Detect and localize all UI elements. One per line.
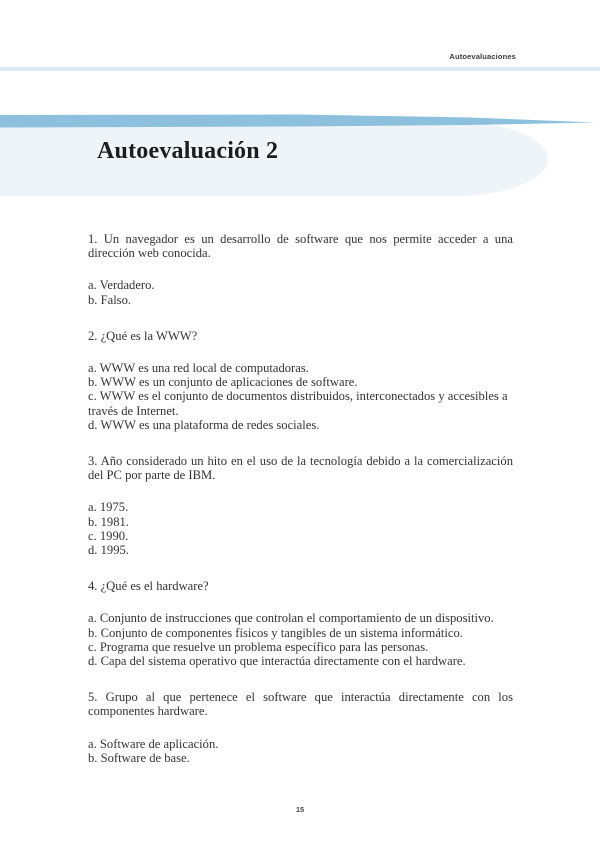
- question-block: [88, 579, 513, 668]
- question-block: [88, 329, 513, 432]
- answer-option[interactable]: a. 1975.: [88, 500, 129, 515]
- question-stem: 4. ¿Qué es el hardware?: [88, 579, 209, 594]
- page-number: 15: [295, 805, 305, 814]
- answer-option[interactable]: c. WWW es el conjunto de documentos distribuidos, interconectados y accesibles a través de Internet.: [88, 389, 508, 418]
- answer-option[interactable]: b. WWW es un conjunto de aplicaciones de software.: [88, 375, 358, 390]
- answer-option[interactable]: d. WWW es una plataforma de redes sociales.: [88, 417, 320, 432]
- answer-option[interactable]: a. WWW es una red local de computadoras.: [88, 361, 309, 376]
- answer-option[interactable]: a. Software de aplicación.: [88, 736, 219, 751]
- title-banner: [0, 108, 600, 192]
- running-header-title: Autoevaluaciones: [449, 52, 516, 61]
- answer-option[interactable]: a. Conjunto de instrucciones que controlan el comportamiento de un dispositivo.: [88, 611, 494, 626]
- question-block: [88, 454, 513, 557]
- answer-option[interactable]: d. Capa del sistema operativo que interactúa directamente con el hardware.: [88, 654, 466, 669]
- answer-option[interactable]: a. Verdadero.: [88, 278, 155, 293]
- answer-option[interactable]: b. Conjunto de componentes físicos y tangibles de un sistema informático.: [88, 625, 463, 640]
- page-title: Autoevaluación 2: [97, 138, 279, 164]
- question-block: [88, 690, 513, 765]
- answer-option[interactable]: c. 1990.: [88, 528, 129, 543]
- answer-option-list: [88, 611, 513, 668]
- question-stem: 1. Un navegador es un desarrollo de software que nos permite acceder a una dirección web conocida.: [88, 232, 513, 261]
- question-list: [88, 232, 513, 765]
- answer-option-list: [88, 278, 513, 306]
- banner-swoosh-shape: [0, 114, 595, 130]
- question-stem: 3. Año considerado un hito en el uso de la tecnología debido a la comercialización del PC por parte de IBM.: [88, 454, 513, 483]
- answer-option[interactable]: b. 1981.: [88, 514, 129, 529]
- answer-option[interactable]: d. 1995.: [88, 543, 129, 558]
- header-divider-rule: [0, 67, 600, 71]
- answer-option[interactable]: b. Software de base.: [88, 750, 190, 765]
- answer-option-list: [88, 500, 513, 557]
- answer-option-list: [88, 361, 513, 432]
- question-stem: 2. ¿Qué es la WWW?: [88, 328, 198, 343]
- answer-option[interactable]: b. Falso.: [88, 292, 132, 307]
- question-block: [88, 232, 513, 307]
- answer-option[interactable]: c. Programa que resuelve un problema específico para las personas.: [88, 639, 429, 654]
- question-stem: 5. Grupo al que pertenece el software que interactúa directamente con los componentes hardware.: [88, 690, 513, 719]
- running-header: [0, 52, 600, 66]
- answer-option-list: [88, 737, 513, 765]
